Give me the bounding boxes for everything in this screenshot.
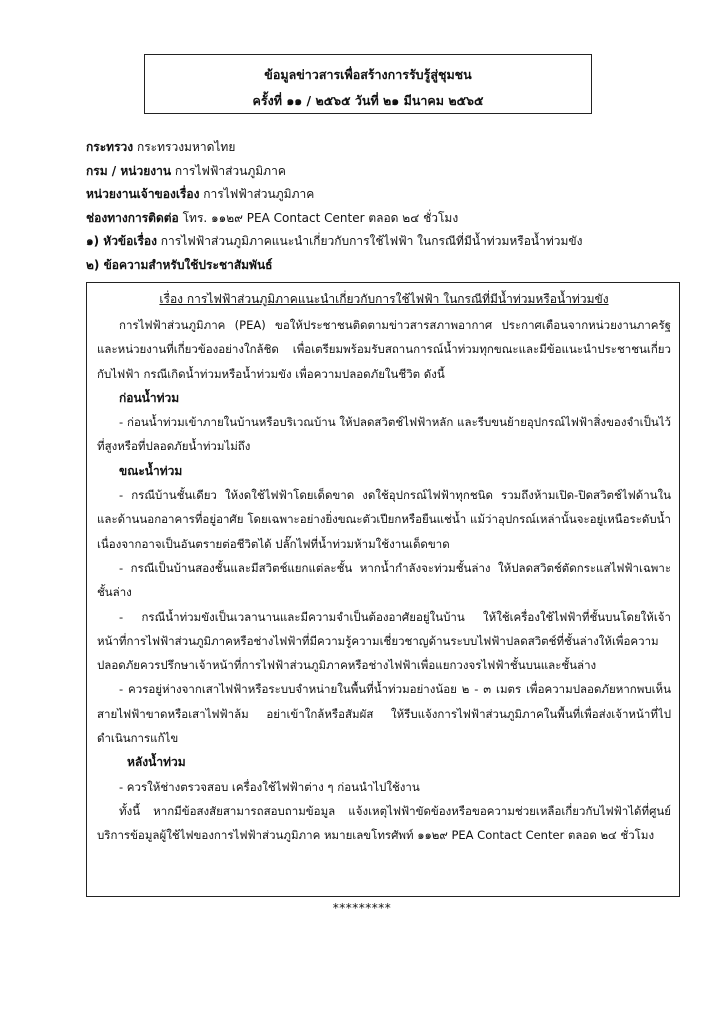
owner-value: การไฟฟ้าส่วนภูมิภาค	[203, 187, 315, 201]
after-flood-heading: หลังน้ำท่วม	[127, 755, 186, 770]
pr-content-box	[86, 282, 680, 897]
ministry-label: กระทรวง	[86, 140, 134, 154]
during-flood-heading: ขณะน้ำท่วม	[119, 463, 183, 478]
content-title: เรื่อง การไฟฟ้าส่วนภูมิภาคแนะนำเกี่ยวกับการใช้ไฟฟ้า ในกรณีที่มีน้ำท่วมหรือน้ำท่วมขัง	[159, 292, 609, 306]
topic-value: การไฟฟ้าส่วนภูมิภาคแนะนำเกี่ยวกับการใช้ไฟฟ้า ในกรณีที่มีน้ำท่วมหรือน้ำท่วมขัง	[160, 234, 583, 248]
dept-value: การไฟฟ้าส่วนภูมิภาค	[174, 163, 286, 178]
during-flood-item-4: - ควรอยู่ห่างจากเสาไฟฟ้าหรือระบบจำหน่ายในพื้นที่น้ำท่วมอย่างน้อย ๒ - ๓ เมตร เพื่อความปลอดภัยหากพบเห็นสายไฟฟ้าขาดหรือเสาไฟฟ้าล้ม อย่าเข้าใกล้หรือสัมผัส ให้รีบแจ้งการไฟฟ้าส่วนภูมิภาคในพื้นที่เพื่อส่งเจ้าหน้าที่ไปดำเนินการแก้ไข	[97, 682, 671, 746]
meta-topic	[86, 230, 686, 254]
meta-block	[86, 136, 686, 277]
before-flood-item-1: - ก่อนน้ำท่วมเข้าภายในบ้านหรือบริเวณบ้าน ให้ปลดสวิตช์ไฟฟ้าหลัก และรีบขนย้ายอุปกรณ์ไฟฟ้าสิ่งของจำเป็นไว้ที่สูงหรือที่ปลอดภัยน้ำท่วมไม่ถึง	[97, 415, 671, 454]
owner-label: หน่วยงานเจ้าของเรื่อง	[86, 187, 200, 201]
meta-contact	[86, 207, 686, 231]
contact-label: ช่องทางการติดต่อ	[86, 210, 179, 225]
meta-ministry	[86, 136, 686, 160]
topic-label: ๑) หัวข้อเรื่อง	[86, 234, 157, 248]
end-mark: *********	[332, 901, 392, 915]
meta-pr-heading	[86, 254, 686, 278]
meta-department	[86, 160, 686, 184]
dept-label: กรม / หน่วยงาน	[86, 163, 172, 178]
header-box	[144, 54, 592, 114]
during-flood-item-3: - กรณีน้ำท่วมขังเป็นเวลานานและมีความจำเป็นต้องอาศัยอยู่ในบ้าน ให้ใช้เครื่องใช้ไฟฟ้าที่ชั้นบนโดยให้เจ้าหน้าที่การไฟฟ้าส่วนภูมิภาคหรือช่างไฟฟ้าที่มีความรู้ความเชี่ยวชาญด้านระบบไฟฟ้าปลดสวิตช์ที่ชั้นล่างให้เพื่อความปลอดภัยควรปรึกษาเจ้าหน้าที่การไฟฟ้าส่วนภูมิภาคหรือช่างไฟฟ้าเพื่อแยกวงจรไฟฟ้าชั้นบนและชั้นล่าง	[97, 609, 671, 673]
contact-value: โทร. ๑๑๒๙ PEA Contact Center ตลอด ๒๔ ชั่วโมง	[182, 210, 459, 225]
header-title: ข้อมูลข่าวสารเพื่อสร้างการรับรู้สู่ชุมชน	[264, 67, 472, 82]
after-flood-item-1: - ควรให้ช่างตรวจสอบ เครื่องใช้ไฟฟ้าต่าง ๆ ก่อนนำไปใช้งาน	[119, 779, 420, 794]
during-flood-item-1: - กรณีบ้านชั้นเดียว ให้งดใช้ไฟฟ้าโดยเด็ดขาด งดใช้อุปกรณ์ไฟฟ้าทุกชนิด รวมถึงห้ามเปิด-ปิดสวิตช์ไฟด้านในและด้านนอกอาคารที่อยู่อาศัย โดยเฉพาะอย่างยิ่งขณะตัวเปียกหรือยืนแช่น้ำ แม้ว่าอุปกรณ์เหล่านั้นจะอยู่เหนือระดับน้ำ เนื่องจากอาจเป็นอันตรายต่อชีวิตได้ ปลั๊กไฟที่น้ำท่วมห้ามใช้งานเด็ดขาด	[97, 488, 671, 551]
meta-owner	[86, 183, 686, 207]
before-flood-heading: ก่อนน้ำท่วม	[119, 390, 180, 405]
closing-paragraph: ทั้งนี้ หากมีข้อสงสัยสามารถสอบถามข้อมูล แจ้งเหตุไฟฟ้าขัดข้องหรือขอความช่วยเหลือเกี่ยวกับไฟฟ้าได้ที่ศูนย์บริการข้อมูลผู้ใช้ไฟของการไฟฟ้าส่วนภูมิภาค หมายเลขโทรศัพท์ ๑๑๒๙ PEA Contact Center ตลอด ๒๔ ชั่วโมง	[97, 803, 671, 843]
during-flood-item-2: - กรณีเป็นบ้านสองชั้นและมีสวิตช์แยกแต่ละชั้น หากน้ำกำลังจะท่วมชั้นล่าง ให้ปลดสวิตช์ตัดกระแสไฟฟ้าเฉพาะชั้นล่าง	[97, 560, 671, 600]
header-issue-date: ครั้งที่ ๑๑ / ๒๕๖๕ วันที่ ๒๑ มีนาคม ๒๕๖๕	[252, 93, 484, 108]
ministry-value: กระทรวงมหาดไทย	[136, 140, 236, 154]
intro-paragraph: การไฟฟ้าส่วนภูมิภาค (PEA) ขอให้ประชาชนติดตามข่าวสารสภาพอากาศ ประกาศเตือนจากหน่วยงานภาครัฐและหน่วยงานที่เกี่ยวข้องอย่างใกล้ชิด เพื่อเตรียมพร้อมรับสถานการณ์น้ำท่วมทุกขณะและมีข้อแนะนำประชาชนเกี่ยวกับไฟฟ้า กรณีเกิดน้ำท่วมหรือน้ำท่วมขัง เพื่อความปลอดภัยในชีวิต ดังนี้	[97, 318, 671, 381]
pr-label: ๒) ข้อความสำหรับใช้ประชาสัมพันธ์	[86, 257, 273, 272]
